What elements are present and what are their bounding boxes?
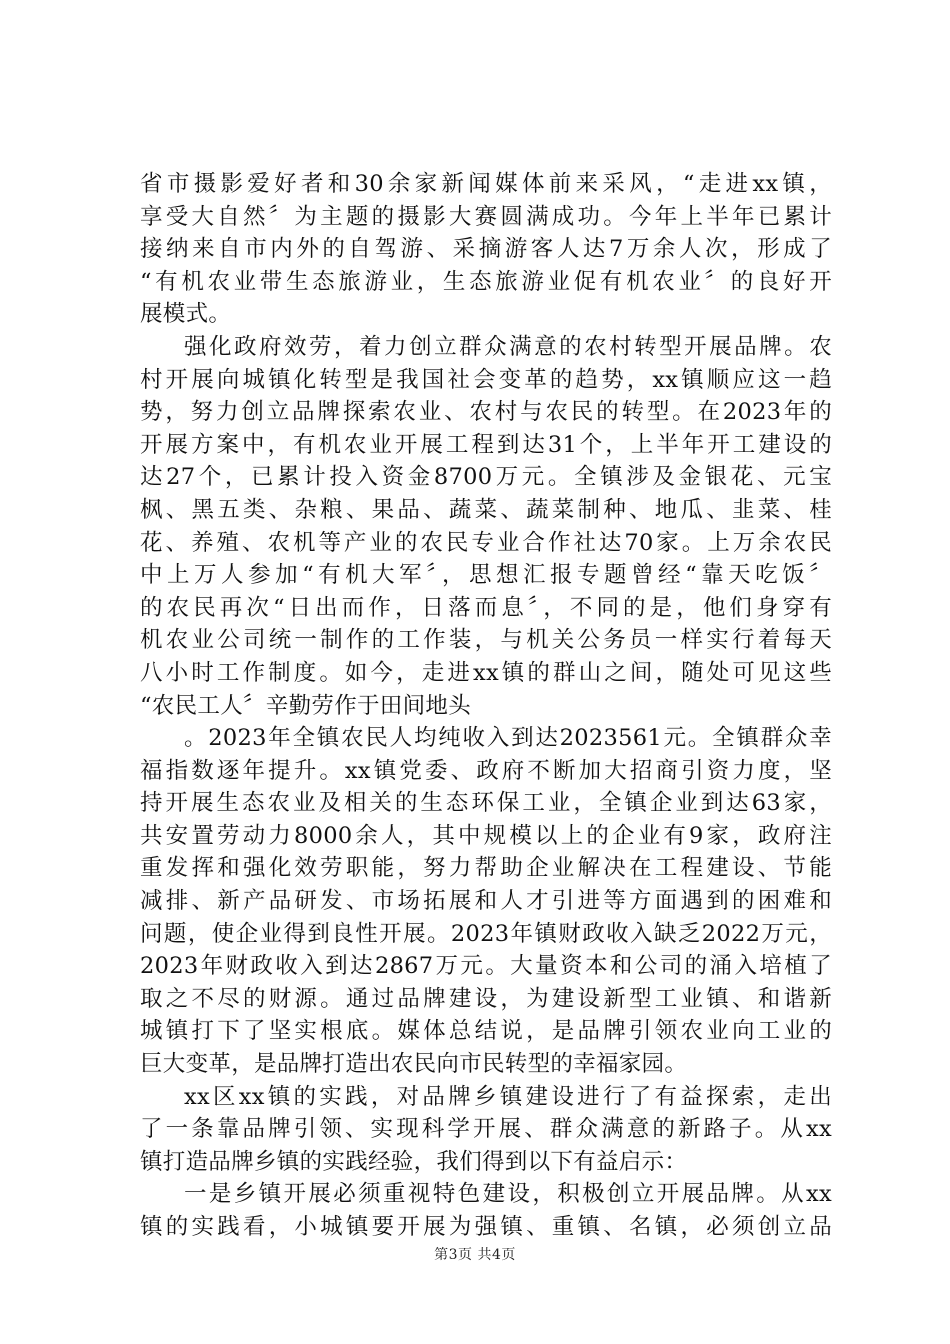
body-text (140, 168, 832, 1244)
text-line: 的农民再次“日出而作，日落而息〞，不同的是，他们身穿有 (140, 594, 832, 621)
text-line: 问题，使企业得到良性开展。2023年镇财政收入缺乏2022万元， (140, 920, 832, 947)
text-line: 共安置劳动力8000余人，其中规模以上的企业有9家，政府注 (140, 822, 832, 849)
text-line: 强化政府效劳，着力创立群众满意的农村转型开展品牌。农 (184, 333, 832, 360)
text-line: 取之不尽的财源。通过品牌建设，为建设新型工业镇、和谐新 (140, 985, 832, 1012)
text-line: xx区xx镇的实践，对品牌乡镇建设进行了有益探索，走出 (184, 1083, 832, 1110)
text-line: 接纳来自市内外的自驾游、采摘游客人达7万余人次，形成了 (140, 236, 832, 263)
text-line: 享受大自然〞为主题的摄影大赛圆满成功。今年上半年已累计 (140, 203, 832, 230)
text-line: “农民工人〞辛勤劳作于田间地头 (140, 692, 472, 719)
text-line: 减排、新产品研发、市场拓展和人才引进等方面遇到的困难和 (140, 888, 832, 915)
text-line: 镇打造品牌乡镇的实践经验，我们得到以下有益启示： (140, 1148, 688, 1175)
text-line: 2023年财政收入到达2867万元。大量资本和公司的涌入培植了 (140, 953, 832, 980)
text-line: 镇的实践看，小城镇要开展为强镇、重镇、名镇，必须创立品 (140, 1214, 832, 1240)
text-line: “有机农业带生态旅游业，生态旅游业促有机农业〞的良好开 (140, 268, 832, 295)
text-line: 开展方案中，有机农业开展工程到达31个，上半年开工建设的 (140, 431, 832, 458)
text-line: 持开展生态农业及相关的生态环保工业，全镇企业到达63家， (140, 790, 832, 817)
text-line: 机农业公司统一制作的工作装，与机关公务员一样实行着每天 (140, 627, 832, 654)
text-line: 花、养殖、农机等产业的农民专业合作社达70家。上万余农民 (140, 529, 832, 556)
page-footer: 第3页 共4页 (434, 1247, 516, 1263)
text-line: 了一条靠品牌引领、实现科学开展、群众满意的新路子。从xx (140, 1116, 832, 1143)
text-line: 福指数逐年提升。xx镇党委、政府不断加大招商引资力度，坚 (140, 757, 832, 784)
text-line: 八小时工作制度。如今，走进xx镇的群山之间，随处可见这些 (140, 659, 832, 686)
text-line: 中上万人参加“有机大军〞，思想汇报专题曾经“靠天吃饭〞 (140, 562, 832, 589)
text-line: 村开展向城镇化转型是我国社会变革的趋势，xx镇顺应这一趋 (140, 366, 832, 393)
text-line: 巨大变革，是品牌打造出农民向市民转型的幸福家园。 (140, 1051, 688, 1078)
text-line: 达27个，已累计投入资金8700万元。全镇涉及金银花、元宝 (140, 464, 832, 491)
text-line: 重发挥和强化效劳职能，努力帮助企业解决在工程建设、节能 (140, 855, 832, 882)
text-line: 。2023年全镇农民人均纯收入到达2023561元。全镇群众幸 (184, 725, 832, 752)
text-line: 势，努力创立品牌探索农业、农村与农民的转型。在2023年的 (140, 399, 832, 426)
text-line: 展模式。 (140, 301, 232, 328)
text-line: 城镇打下了坚实根底。媒体总结说，是品牌引领农业向工业的 (140, 1018, 832, 1045)
text-line: 省市摄影爱好者和30余家新闻媒体前来采风，“走进xx镇， (140, 171, 832, 197)
text-line: 一是乡镇开展必须重视特色建设，积极创立开展品牌。从xx (184, 1181, 832, 1208)
text-line: 枫、黑五类、杂粮、果品、蔬菜、蔬菜制种、地瓜、韭菜、桂 (140, 496, 832, 523)
